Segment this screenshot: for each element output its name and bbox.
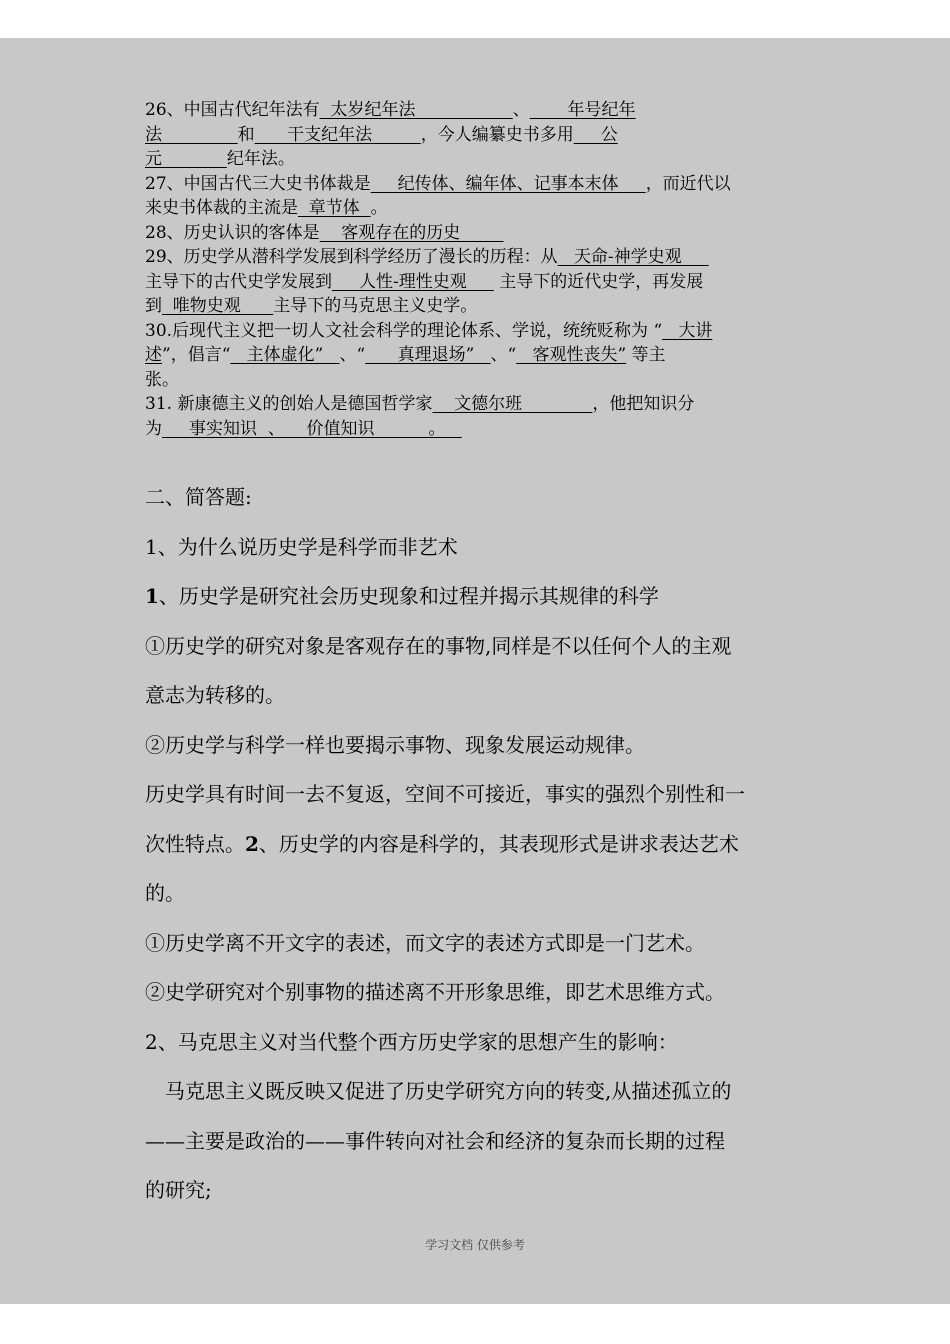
paragraph: 历史学具有时间一去不复返，空间不可接近，事实的强烈个别性和一 [145,782,745,806]
q29-line1: 29、历史学从潜科学发展到科学经历了漫长的历程：从 天命-神学史观 [145,247,709,267]
fill-in-questions [0,98,950,441]
answer-blank: 真理退场” [365,345,491,365]
answer-blank: 太岁纪年法 [319,100,513,120]
answer-blank: 文德尔班 [432,394,593,414]
answer-blank: 客观性丧失” [516,345,627,365]
q27-line1: 27、中国古代三大史书体裁是 纪传体、编年体、记事本末体 ，而近代以 [145,173,731,194]
q31-line2: 为 事实知识 、 价值知识 。 [145,418,462,439]
section-heading: 二、简答题: [145,485,252,509]
paragraph: 的研究; [145,1178,212,1202]
answer-blank: 法 [145,124,238,145]
answer-blank: 唯物史观 [162,296,274,316]
answer-blank: 客观存在的历史 [319,222,504,243]
page-footer: 学习文档 仅供参考 [425,1238,525,1252]
answer-blank: 公 [573,124,618,145]
q28-line: 28、历史认识的客体是 客观存在的历史 [145,222,504,243]
q26-line3: 元 纪年法。 [145,149,295,169]
q26-line2: 法 和 干支纪年法 ，今人编纂史书多用 公 [145,124,618,145]
q26-line1: 26、中国古代纪年法有 太岁纪年法 、 年号纪年 [145,100,636,120]
answer-blank: 干支纪年法 [254,124,421,145]
q29-line2: 主导下的古代史学发展到 人性-理性史观 主导下的近代史学，再发展 [145,271,704,292]
q29-line3: 到 唯物史观 主导下的马克思主义史学。 [145,296,478,316]
q30-line3: 张。 [145,369,179,390]
answer-blank: 主体虚化” [230,345,340,365]
paragraph: ①历史学的研究对象是客观存在的事物,同样是不以任何个人的主观 [145,633,732,658]
answer-blank: 纪传体、编年体、记事本末体 [370,173,646,194]
q30-line1: 30.后现代主义把一切人文社会科学的理论体系、学说，统统贬称为 “ 大讲 [145,320,713,341]
paragraph: ②历史学与科学一样也要揭示事物、现象发展运动规律。 [145,732,645,757]
answer-blank: 述 [145,345,162,365]
question-2: 2、马克思主义对当代整个西方历史学家的思想产生的影响： [145,1029,678,1054]
paragraph: ①历史学离不开文字的表述，而文字的表述方式即是一门艺术。 [145,930,705,955]
paragraph: ——主要是政治的——事件转向对社会和经济的复杂而长期的过程 [145,1128,725,1153]
paragraph: 马克思主义既反映又促进了历史学研究方向的转变,从描述孤立的 [165,1079,732,1103]
answer-1-heading: 1、历史学是研究社会历史现象和过程并揭示其规律的科学 [145,584,659,608]
answer-blank: 天命-神学史观 [557,247,709,267]
answer-blank: 章节体 [298,198,371,218]
paragraph: ②史学研究对个别事物的描述离不开形象思维，即艺术思维方式。 [145,980,725,1004]
paragraph: 意志为转移的。 [145,683,285,707]
q31-line1: 31. 新康德主义的创始人是德国哲学家 文德尔班 ，他把知识分 [145,394,695,414]
q27-line2: 来史书体裁的主流是 章节体 。 [145,198,388,218]
q30-line2: 述”，倡言“ 主体虚化” 、“ 真理退场” 、“ 客观性丧失” 等主 [145,345,666,365]
paragraph: 次性特点。2、历史学的内容是科学的，其表现形式是讲求表达艺术 [145,831,739,856]
answer-blank: 元 [145,149,227,169]
answer-blank: 年号纪年 [529,100,636,120]
answer-blank: 大讲 [662,320,713,341]
answer-blank: 人性-理性史观 [332,271,494,292]
paragraph: 的。 [145,881,185,905]
answer-blank: 事实知识 、 价值知识 。 [162,418,462,439]
document-page [0,38,950,1304]
question-1: 1、为什么说历史学是科学而非艺术 [145,534,458,559]
short-answer-section [0,473,950,1216]
